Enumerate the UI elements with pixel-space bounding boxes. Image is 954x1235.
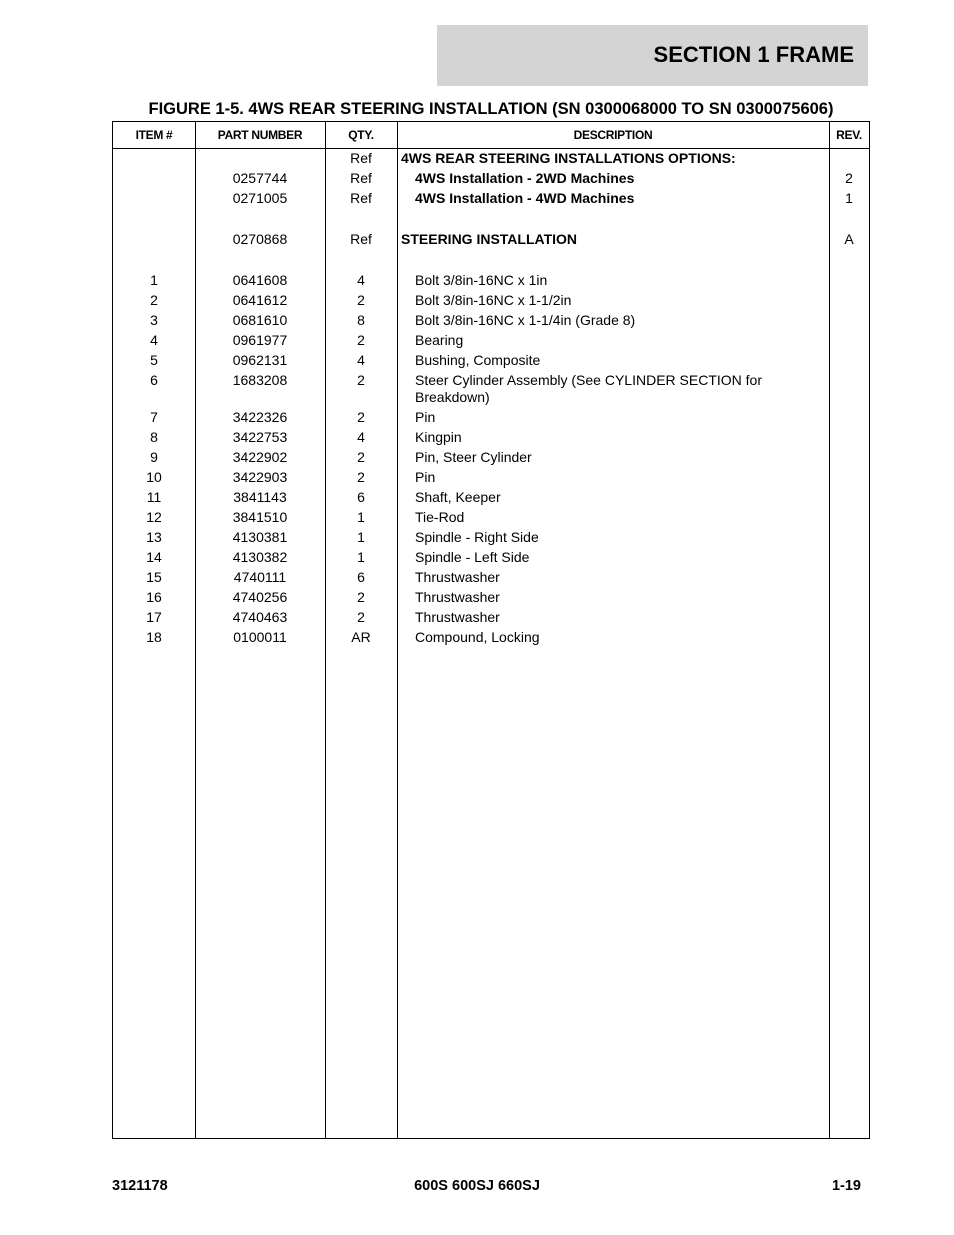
item-number: 17 [146,609,162,625]
description: Bolt 3/8in-16NC x 1-1/4in (Grade 8) [415,312,636,328]
description: Shaft, Keeper [415,489,501,505]
footer-doc-number: 3121178 [112,1178,168,1194]
quantity: 2 [357,372,365,388]
quantity: 8 [357,312,365,328]
quantity: 6 [357,489,365,505]
part-number: 3422326 [232,409,288,425]
quantity: 6 [357,569,365,585]
column-header-rev: REV. [836,128,862,142]
part-number: 0641612 [232,292,288,308]
column-header-item: ITEM # [135,128,173,142]
quantity: 4 [357,429,365,445]
item-number: 2 [150,292,158,308]
table-row [113,629,869,649]
table-row [113,150,869,170]
footer-models: 600S 600SJ 660SJ [414,1178,540,1194]
description: 4WS Installation - 4WD Machines [415,190,635,206]
item-number: 13 [146,529,162,545]
figure-title: FIGURE 1-5. 4WS REAR STEERING INSTALLATION (SN 0300068000 TO SN 0300075606) [148,100,834,118]
part-number: 3841510 [232,509,288,525]
item-number: 5 [150,352,158,368]
table-row [113,312,869,332]
description: Bolt 3/8in-16NC x 1-1/2in [415,292,572,308]
section-title: SECTION 1 FRAME [653,42,854,67]
part-number: 0961977 [232,332,288,348]
quantity: 2 [357,469,365,485]
description: 4WS Installation - 2WD Machines [415,170,635,186]
item-number: 12 [146,509,162,525]
item-number: 15 [146,569,162,585]
description: Bolt 3/8in-16NC x 1in [415,272,548,288]
quantity: 1 [357,509,365,525]
description: Pin, Steer Cylinder [415,449,532,465]
table-row [113,549,869,569]
quantity: Ref [350,231,372,247]
quantity: 1 [357,529,365,545]
item-number: 9 [150,449,158,465]
table-row [113,170,869,190]
part-number: 0100011 [233,629,287,645]
description: Thrustwasher [415,609,500,625]
part-number: 3422902 [232,449,288,465]
description: Tie-Rod [415,509,465,525]
table-row [113,332,869,352]
description: Compound, Locking [415,629,540,645]
description: Thrustwasher [415,569,500,585]
description: Kingpin [415,429,462,445]
header-divider [113,148,869,149]
table-row [113,352,869,372]
table-body [113,150,869,649]
item-number: 8 [150,429,158,445]
revision: 2 [845,170,853,186]
part-number: 0257744 [232,170,288,186]
quantity: 2 [357,409,365,425]
table-row [113,190,869,231]
table-row [113,272,869,292]
revision: 1 [845,190,853,206]
description: Thrustwasher [415,589,500,605]
item-number: 4 [150,332,158,348]
part-number: 4130381 [232,529,288,545]
part-number: 3422753 [232,429,288,445]
part-number: 0641608 [232,272,288,288]
quantity: Ref [350,150,372,166]
description: Spindle - Left Side [415,549,530,565]
column-header-part-number: PART NUMBER [217,128,303,142]
table-row [113,489,869,509]
item-number: 6 [150,372,158,388]
quantity: Ref [350,170,372,186]
quantity: 2 [357,332,365,348]
table-row [113,469,869,489]
column-header-qty: QTY. [348,128,374,142]
part-number: 4740111 [233,569,287,585]
item-number: 3 [150,312,158,328]
part-number: 0270868 [232,231,288,247]
part-number: 0962131 [232,352,288,368]
table-row [113,569,869,589]
description: Pin [415,469,436,485]
quantity: AR [351,629,371,645]
table-row [113,529,869,549]
quantity: 2 [357,589,365,605]
item-number: 16 [146,589,162,605]
table-row [113,509,869,529]
description: Pin [415,409,436,425]
quantity: 4 [357,272,365,288]
part-number: 1683208 [232,372,288,388]
description: 4WS REAR STEERING INSTALLATIONS OPTIONS: [401,150,736,166]
part-number: 3422903 [232,469,288,485]
description: Steer Cylinder Assembly (See CYLINDER SECTION for Breakdown) [415,372,762,405]
table-row [113,231,869,272]
item-number: 1 [150,272,158,288]
item-number: 18 [146,629,162,645]
item-number: 10 [146,469,162,485]
table-row [113,409,869,429]
part-number: 4740256 [232,589,288,605]
quantity: 1 [357,549,365,565]
parts-table [112,121,870,1139]
table-row [113,372,869,409]
quantity: 2 [357,609,365,625]
table-row [113,589,869,609]
table-row [113,429,869,449]
table-row [113,292,869,312]
quantity: 4 [357,352,365,368]
item-number: 14 [146,549,162,565]
description: STEERING INSTALLATION [401,231,578,247]
part-number: 0271005 [232,190,288,206]
section-header [437,25,868,86]
item-number: 7 [150,409,158,425]
description: Bearing [415,332,464,348]
quantity: Ref [350,190,372,206]
quantity: 2 [357,292,365,308]
footer-page-number: 1-19 [831,1178,861,1194]
column-header-description: DESCRIPTION [573,128,653,142]
part-number: 4740463 [232,609,288,625]
revision: A [844,231,854,247]
description: Bushing, Composite [415,352,541,368]
quantity: 2 [357,449,365,465]
part-number: 3841143 [233,489,287,505]
part-number: 4130382 [232,549,288,565]
description: Spindle - Right Side [415,529,539,545]
item-number: 11 [146,489,162,505]
table-row [113,609,869,629]
table-row [113,449,869,469]
part-number: 0681610 [232,312,288,328]
